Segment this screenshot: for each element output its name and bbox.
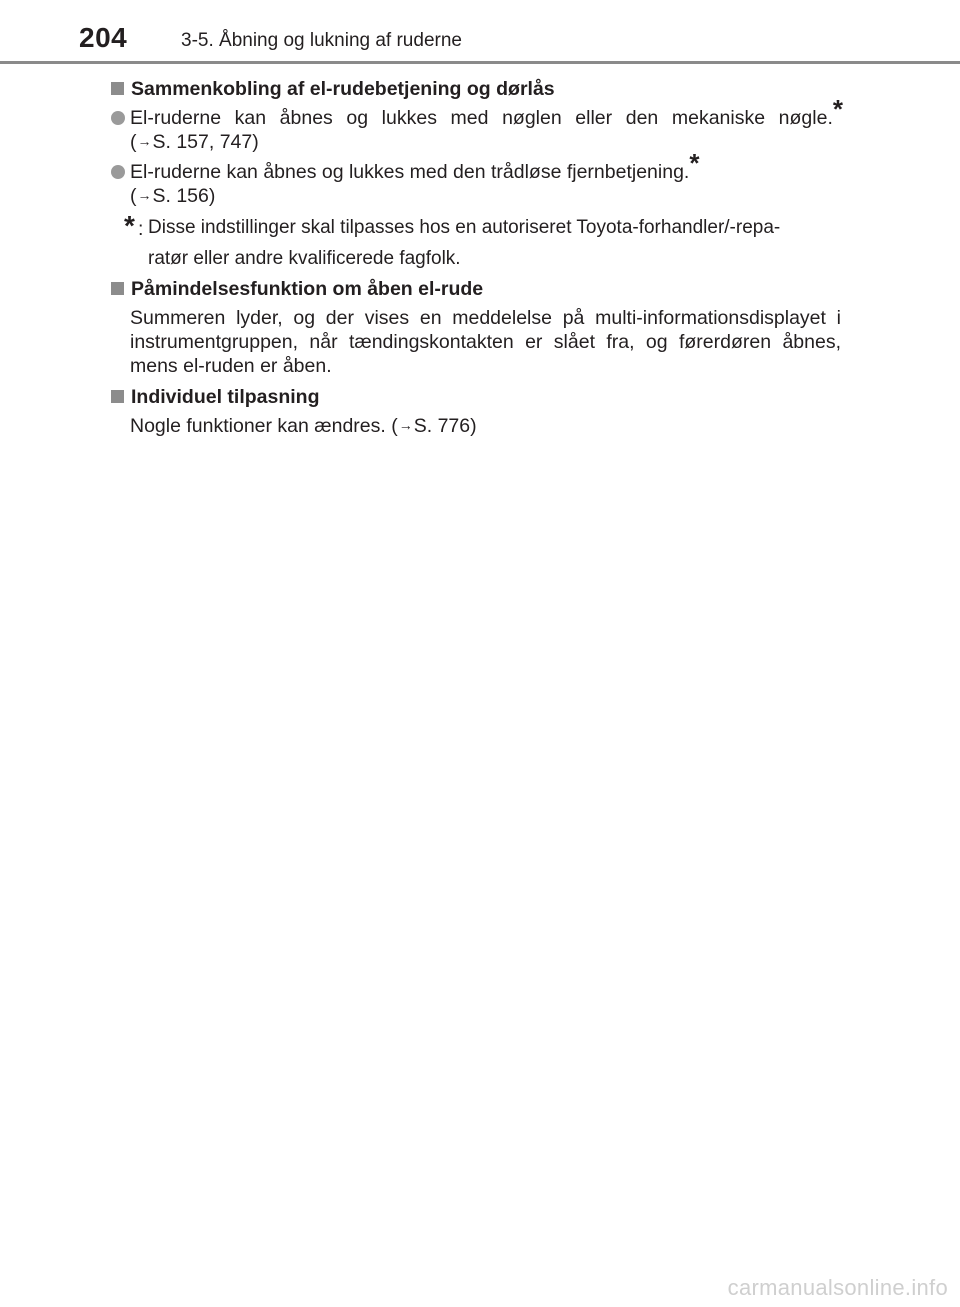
section-heading-text: Påmindelsesfunktion om åben el-rude: [131, 278, 484, 300]
paragraph-line: instrumentgruppen, når tændingskontakten er slået fra, og førerdøren åbnes,: [130, 331, 841, 353]
header-rule: [0, 61, 960, 64]
paragraph-customization: [130, 414, 841, 439]
reference-text[interactable]: S. 776): [413, 415, 477, 437]
footnote-line: Disse indstillinger skal tilpasses hos en autoriseret Toyota-forhandler/-repa-: [148, 217, 781, 238]
bullet-text-body: El-ruderne kan åbnes og lukkes med nøglen eller den mekaniske nøgle.: [130, 107, 833, 129]
asterisk-mark: *: [689, 148, 700, 178]
reference-text: S. 157, 747): [152, 131, 259, 153]
paren: (: [130, 131, 137, 153]
footnote-colon: :: [138, 218, 144, 240]
footnote-line: ratør eller andre kvalificerede fagfolk.: [148, 248, 461, 269]
paren: (: [130, 185, 137, 207]
footnote-asterisk: *: [124, 210, 135, 241]
section-heading-reminder: [111, 277, 483, 301]
page-reference[interactable]: [130, 130, 259, 155]
section-heading-customization: [111, 385, 320, 409]
arrow-right-icon: →: [137, 187, 152, 203]
arrow-right-icon: →: [137, 133, 152, 149]
bullet-text: [130, 148, 843, 184]
section-heading-text: Individuel tilpasning: [131, 386, 320, 408]
reference-text: S. 156): [152, 185, 216, 207]
circle-bullet-icon: [111, 165, 125, 179]
paragraph-line: mens el-ruden er åben.: [130, 355, 332, 377]
bullet-text: [130, 94, 843, 130]
paragraph-text: Nogle funktioner kan ændres. (: [130, 415, 398, 437]
section-heading-interlock: [111, 77, 555, 101]
paragraph-line: Summeren lyder, og der vises en meddelelse på multi-informationsdisplayet i: [130, 307, 841, 329]
section-heading-text: Sammenkobling af el-rudebetjening og dørlås: [131, 78, 555, 100]
square-bullet-icon: [111, 282, 124, 295]
bullet-text-body: El-ruderne kan åbnes og lukkes med den trådløse fjernbetjening.: [130, 161, 690, 183]
footnote-text: [148, 212, 838, 274]
chapter-title: 3-5. Åbning og lukning af ruderne: [181, 30, 462, 51]
asterisk-mark: *: [832, 94, 843, 124]
square-bullet-icon: [111, 390, 124, 403]
page-number: 204: [79, 22, 128, 53]
arrow-right-icon: →: [398, 417, 413, 433]
watermark: carmanualsonline.info: [727, 1275, 948, 1300]
circle-bullet-icon: [111, 111, 125, 125]
paragraph-reminder: [130, 306, 841, 378]
page-reference[interactable]: [130, 184, 215, 209]
square-bullet-icon: [111, 82, 124, 95]
page-header: [0, 0, 960, 62]
